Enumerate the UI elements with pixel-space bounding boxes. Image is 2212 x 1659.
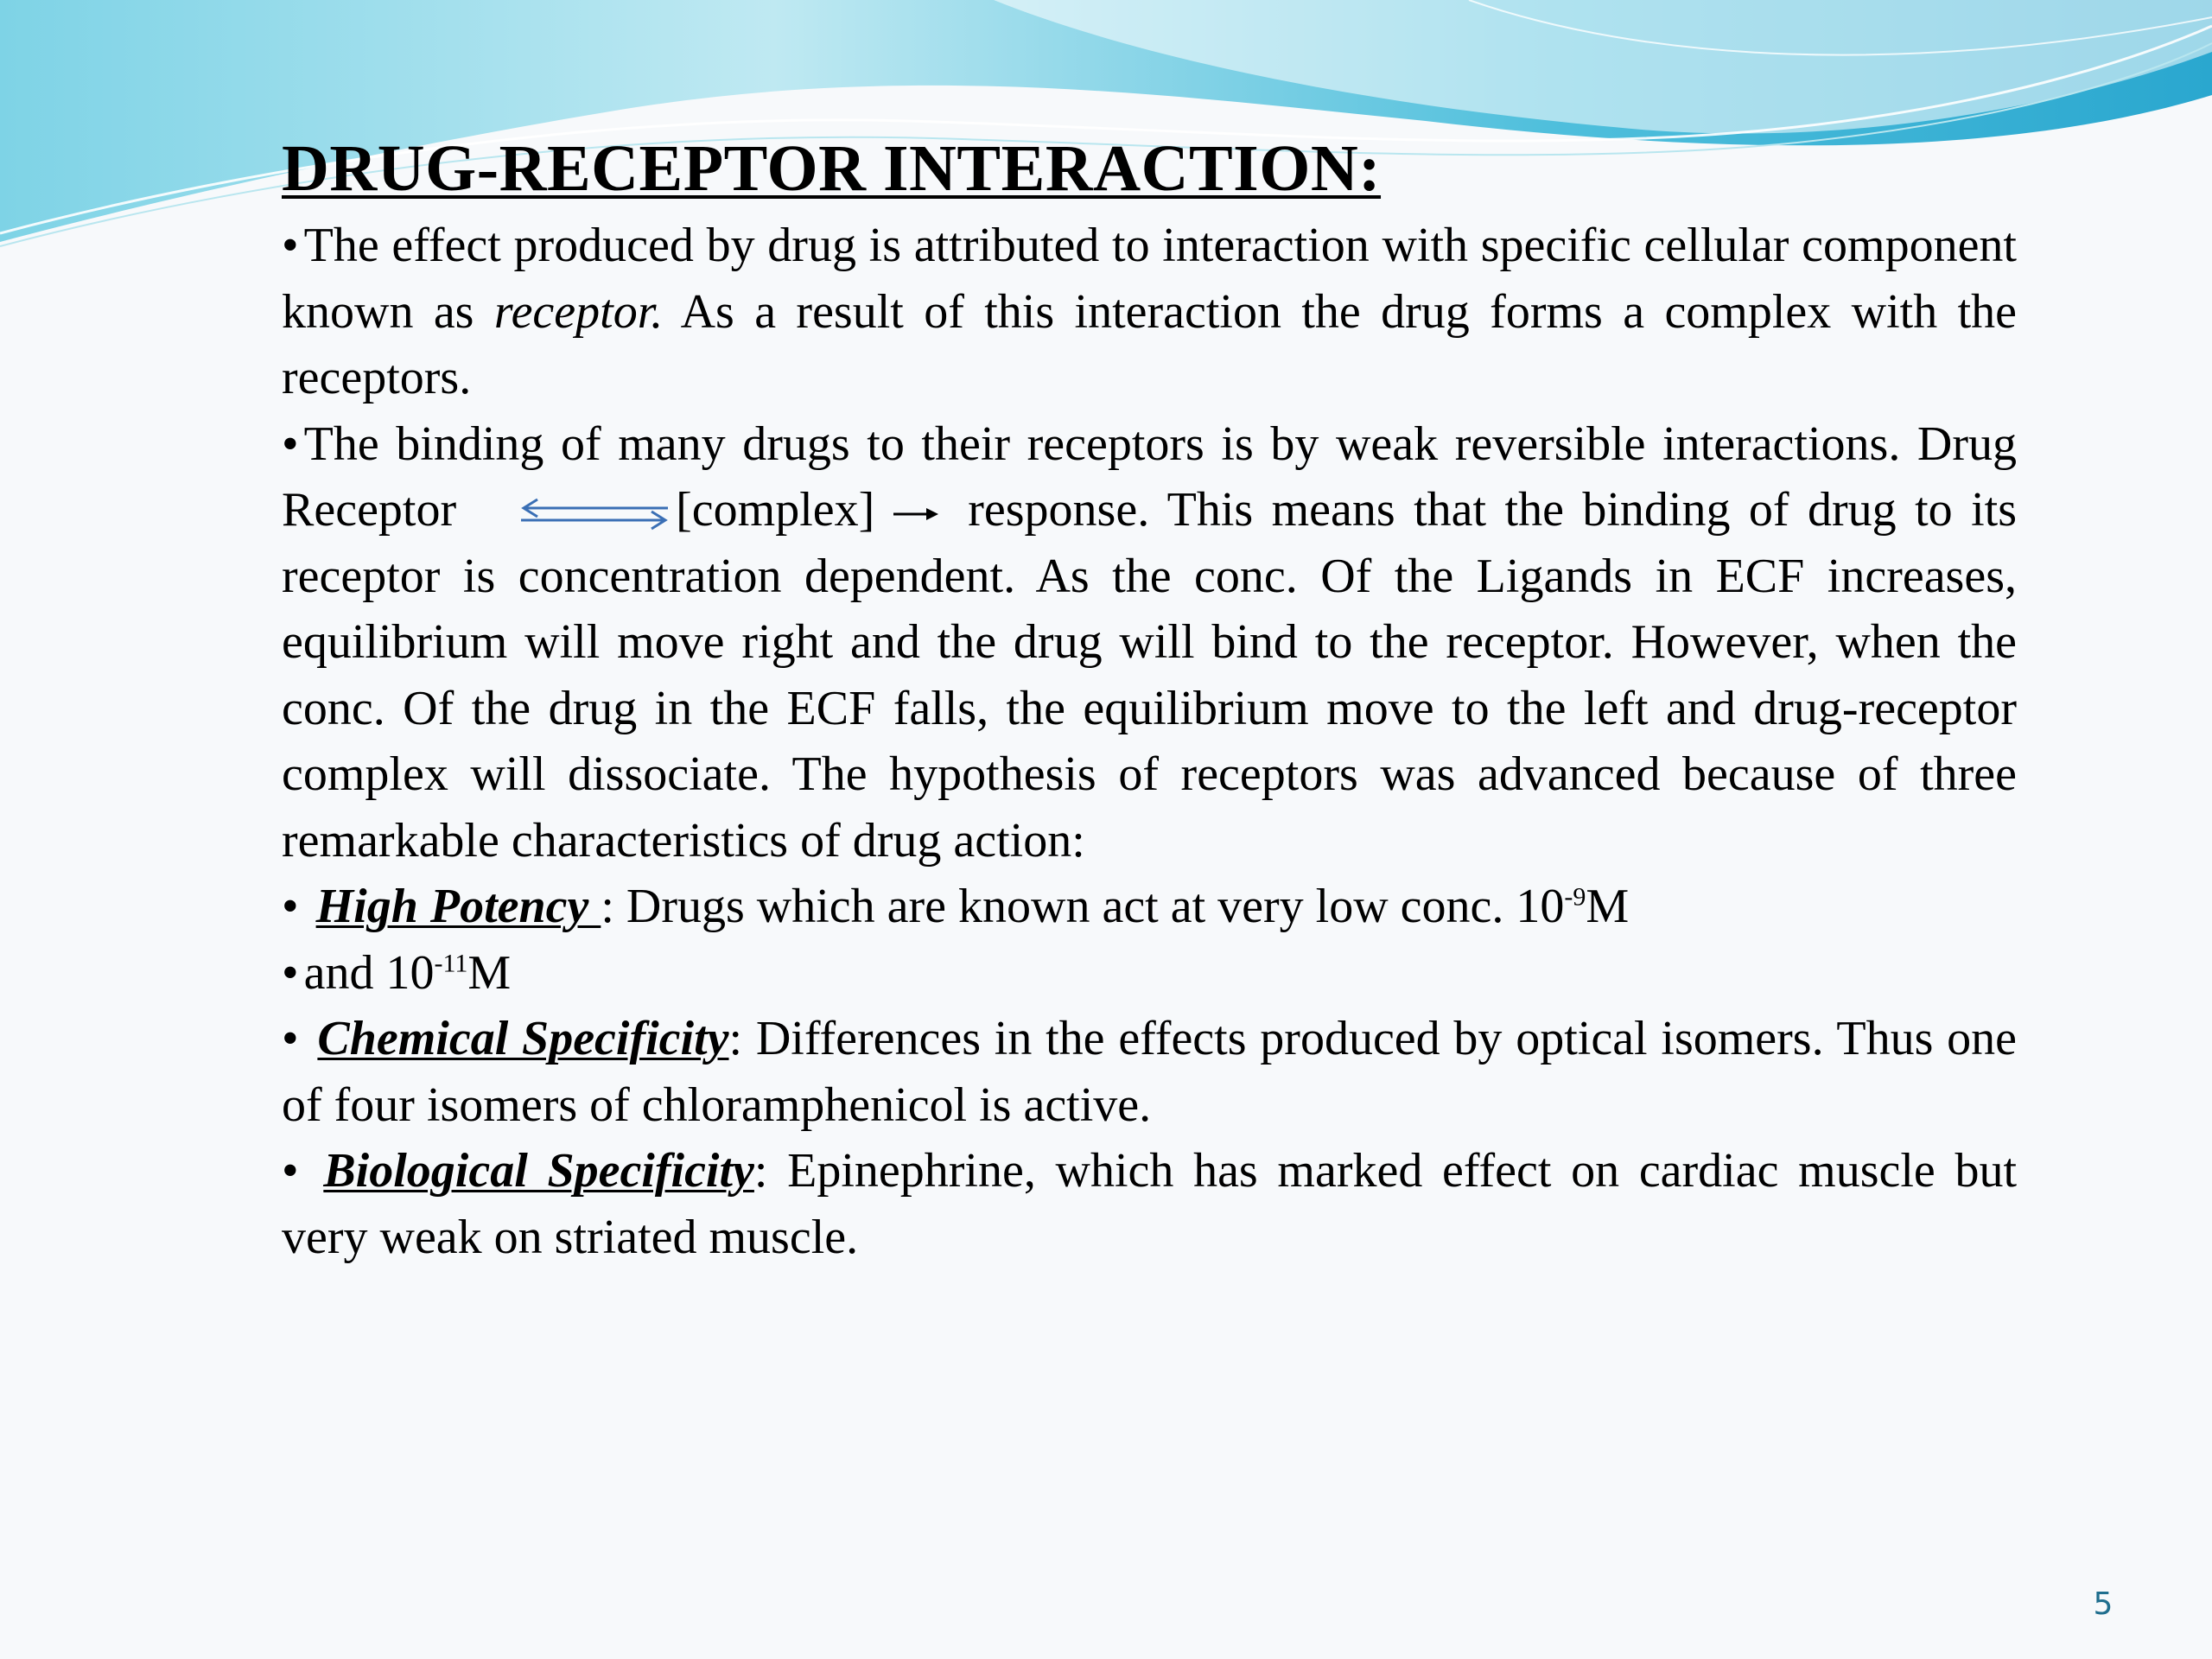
page-number: 5 — [2093, 1586, 2113, 1622]
paragraph-high-potency: • High Potency : Drugs which are known act at very low conc. $10^{-9}M$ — [282, 880, 1630, 933]
bullet: • — [282, 1144, 299, 1198]
paragraph-binding: • The binding of many drugs to their receptors is by weak reversible interactions. Drug Receptor [complex] response. This means that the binding of drug to its receptor is concentration dependent. As the conc. Of the Ligands in ECF increases, equilibrium will move right and the drug will bind to the receptor. However, when the conc. Of the drug in the ECF falls, the equilibrium move to the left and drug-receptor complex will dissociate. The hypothesis of receptors was advanced because of three remarkable characteristics of drug action: — [282, 416, 2017, 868]
keyword-biological-specificity: Biological Specificity — [323, 1144, 754, 1198]
bullet: • — [282, 880, 299, 933]
slide-title: DRUG-RECEPTOR INTERACTION: — [282, 132, 1382, 205]
right-arrow-icon — [890, 497, 942, 531]
bullet: • — [282, 416, 299, 471]
paragraph-chemical-specificity: • Chemical Specificity: Differences in the effects produced by optical isomers. Thus one of four isomers of chloramphenicol is active. — [282, 1012, 2017, 1132]
paragraph-concentration: • and $10^{-11}M$ — [282, 945, 512, 1000]
slide-content — [282, 130, 2017, 1270]
bullet: • — [282, 1012, 299, 1065]
keyword-chemical-specificity: Chemical Specificity — [317, 1012, 729, 1065]
paragraph-biological-specificity: • Biological Specificity: Epinephrine, which has marked effect on cardiac muscle but very weak on striated muscle. — [282, 1144, 2018, 1264]
paragraph-receptor-definition: • The effect produced by drug is attributed to interaction with specific cellular component known as receptor. As a result of this interaction the drug forms a complex with the receptors. — [282, 219, 2018, 404]
bullet: • — [282, 945, 299, 1000]
bullet: • — [282, 219, 299, 272]
equilibrium-arrow-icon — [517, 493, 672, 536]
keyword-high-potency: High Potency — [315, 880, 601, 933]
